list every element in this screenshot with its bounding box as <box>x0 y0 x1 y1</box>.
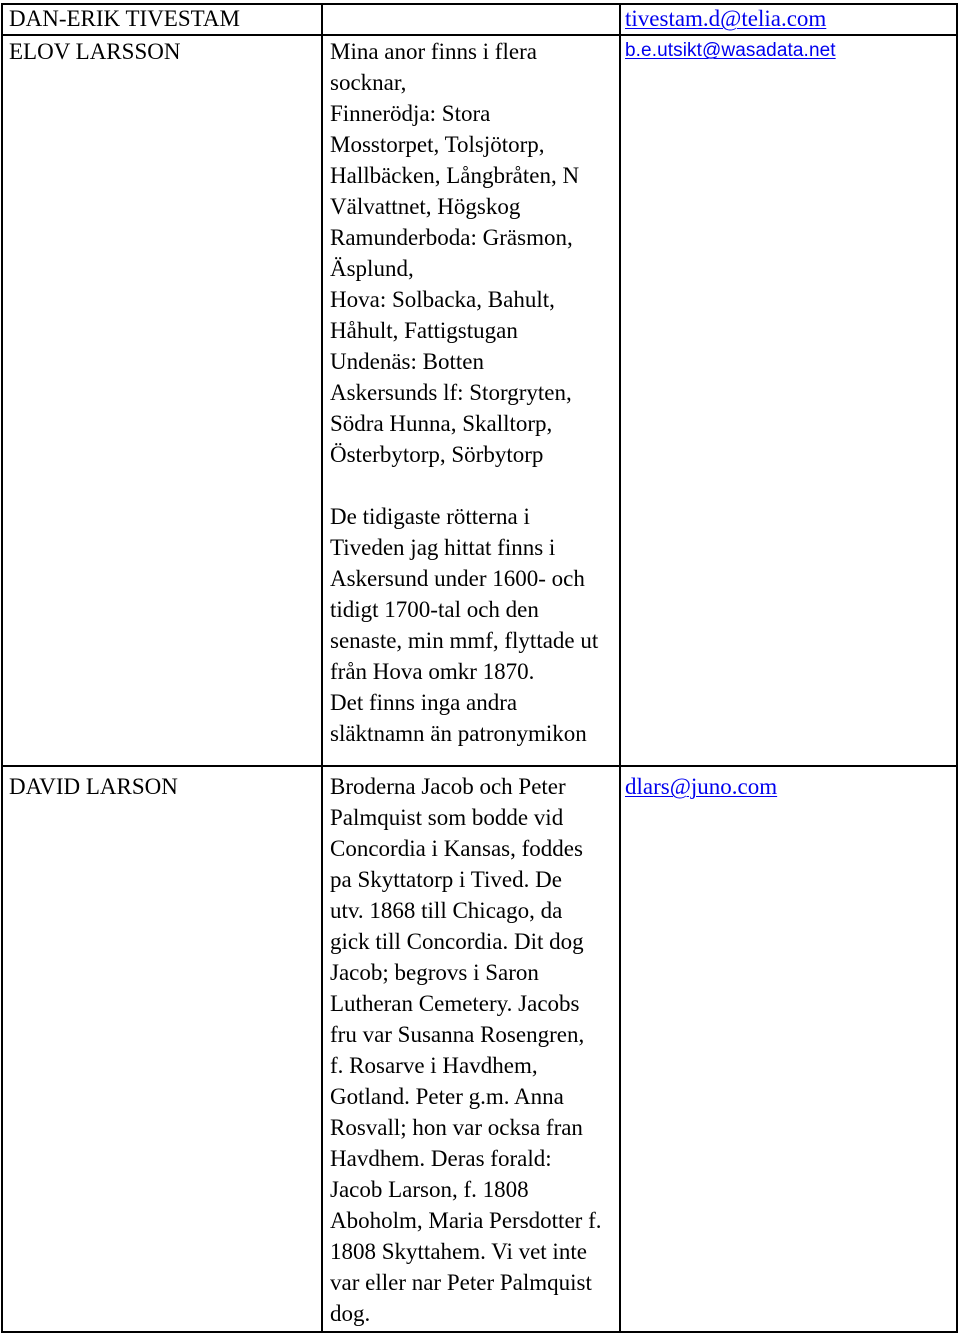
email-link[interactable]: b.e.utsikt@wasadata.net <box>625 40 836 61</box>
email-link[interactable]: tivestam.d@telia.com <box>625 6 827 31</box>
name-cell <box>2 4 322 35</box>
description-paragraph: Broderna Jacob och Peter Palmquist som bodde vid Concordia i Kansas, foddes pa Skyttatorp i Tived. De utv. 1868 till Chicago, da gick till Concordia. Dit dog Jacob; begrovs i Saron Lutheran Cemetery. Jacobs fru var Susanna Rosengren, f. Rosarve i Havdhem, Gotland. Peter g.m. Anna Rosvall; hon var ocksa fran Havdhem. Deras forald: Jacob Larson, f. 1808 Aboholm, Maria Persdotter f. 1808 Skyttahem. Vi vet inte var eller nar Peter Palmquist dog. <box>330 774 602 1326</box>
person-name: ELOV LARSSON <box>9 39 181 64</box>
description-cell <box>322 766 620 1332</box>
person-name: DAN-ERIK TIVESTAM <box>9 6 240 31</box>
description-cell <box>322 4 620 35</box>
table-row <box>2 35 957 766</box>
contact-table <box>1 3 958 1333</box>
description-paragraph: Mina anor finns i flera socknar, Finnerödja: Stora Mosstorpet, Tolsjötorp, Hallbäcken, Långbråten, N Välvattnet, Högskog Ramunderboda: Gräsmon, Äsplund, Hova: Solbacka, Bahult, Håhult, Fattigstugan Undenäs: Botten Askersunds lf: Storgryten, Södra Hunna, Skalltorp, Österbytorp, Sörbytorp <box>330 39 580 467</box>
description-paragraph: De tidigaste rötterna i Tiveden jag hittat finns i Askersund under 1600- och tidigt 1700-tal och den senaste, min mmf, flyttade ut från Hova omkr 1870. Det finns inga andra släktnamn än patronymikon <box>330 504 599 746</box>
email-cell <box>620 35 957 766</box>
table-row <box>2 766 957 1332</box>
email-cell <box>620 4 957 35</box>
email-cell <box>620 766 957 1332</box>
person-name: DAVID LARSON <box>9 774 178 799</box>
table-row <box>2 4 957 35</box>
description-cell <box>322 35 620 766</box>
name-cell <box>2 766 322 1332</box>
name-cell <box>2 35 322 766</box>
email-link[interactable]: dlars@juno.com <box>625 774 778 799</box>
